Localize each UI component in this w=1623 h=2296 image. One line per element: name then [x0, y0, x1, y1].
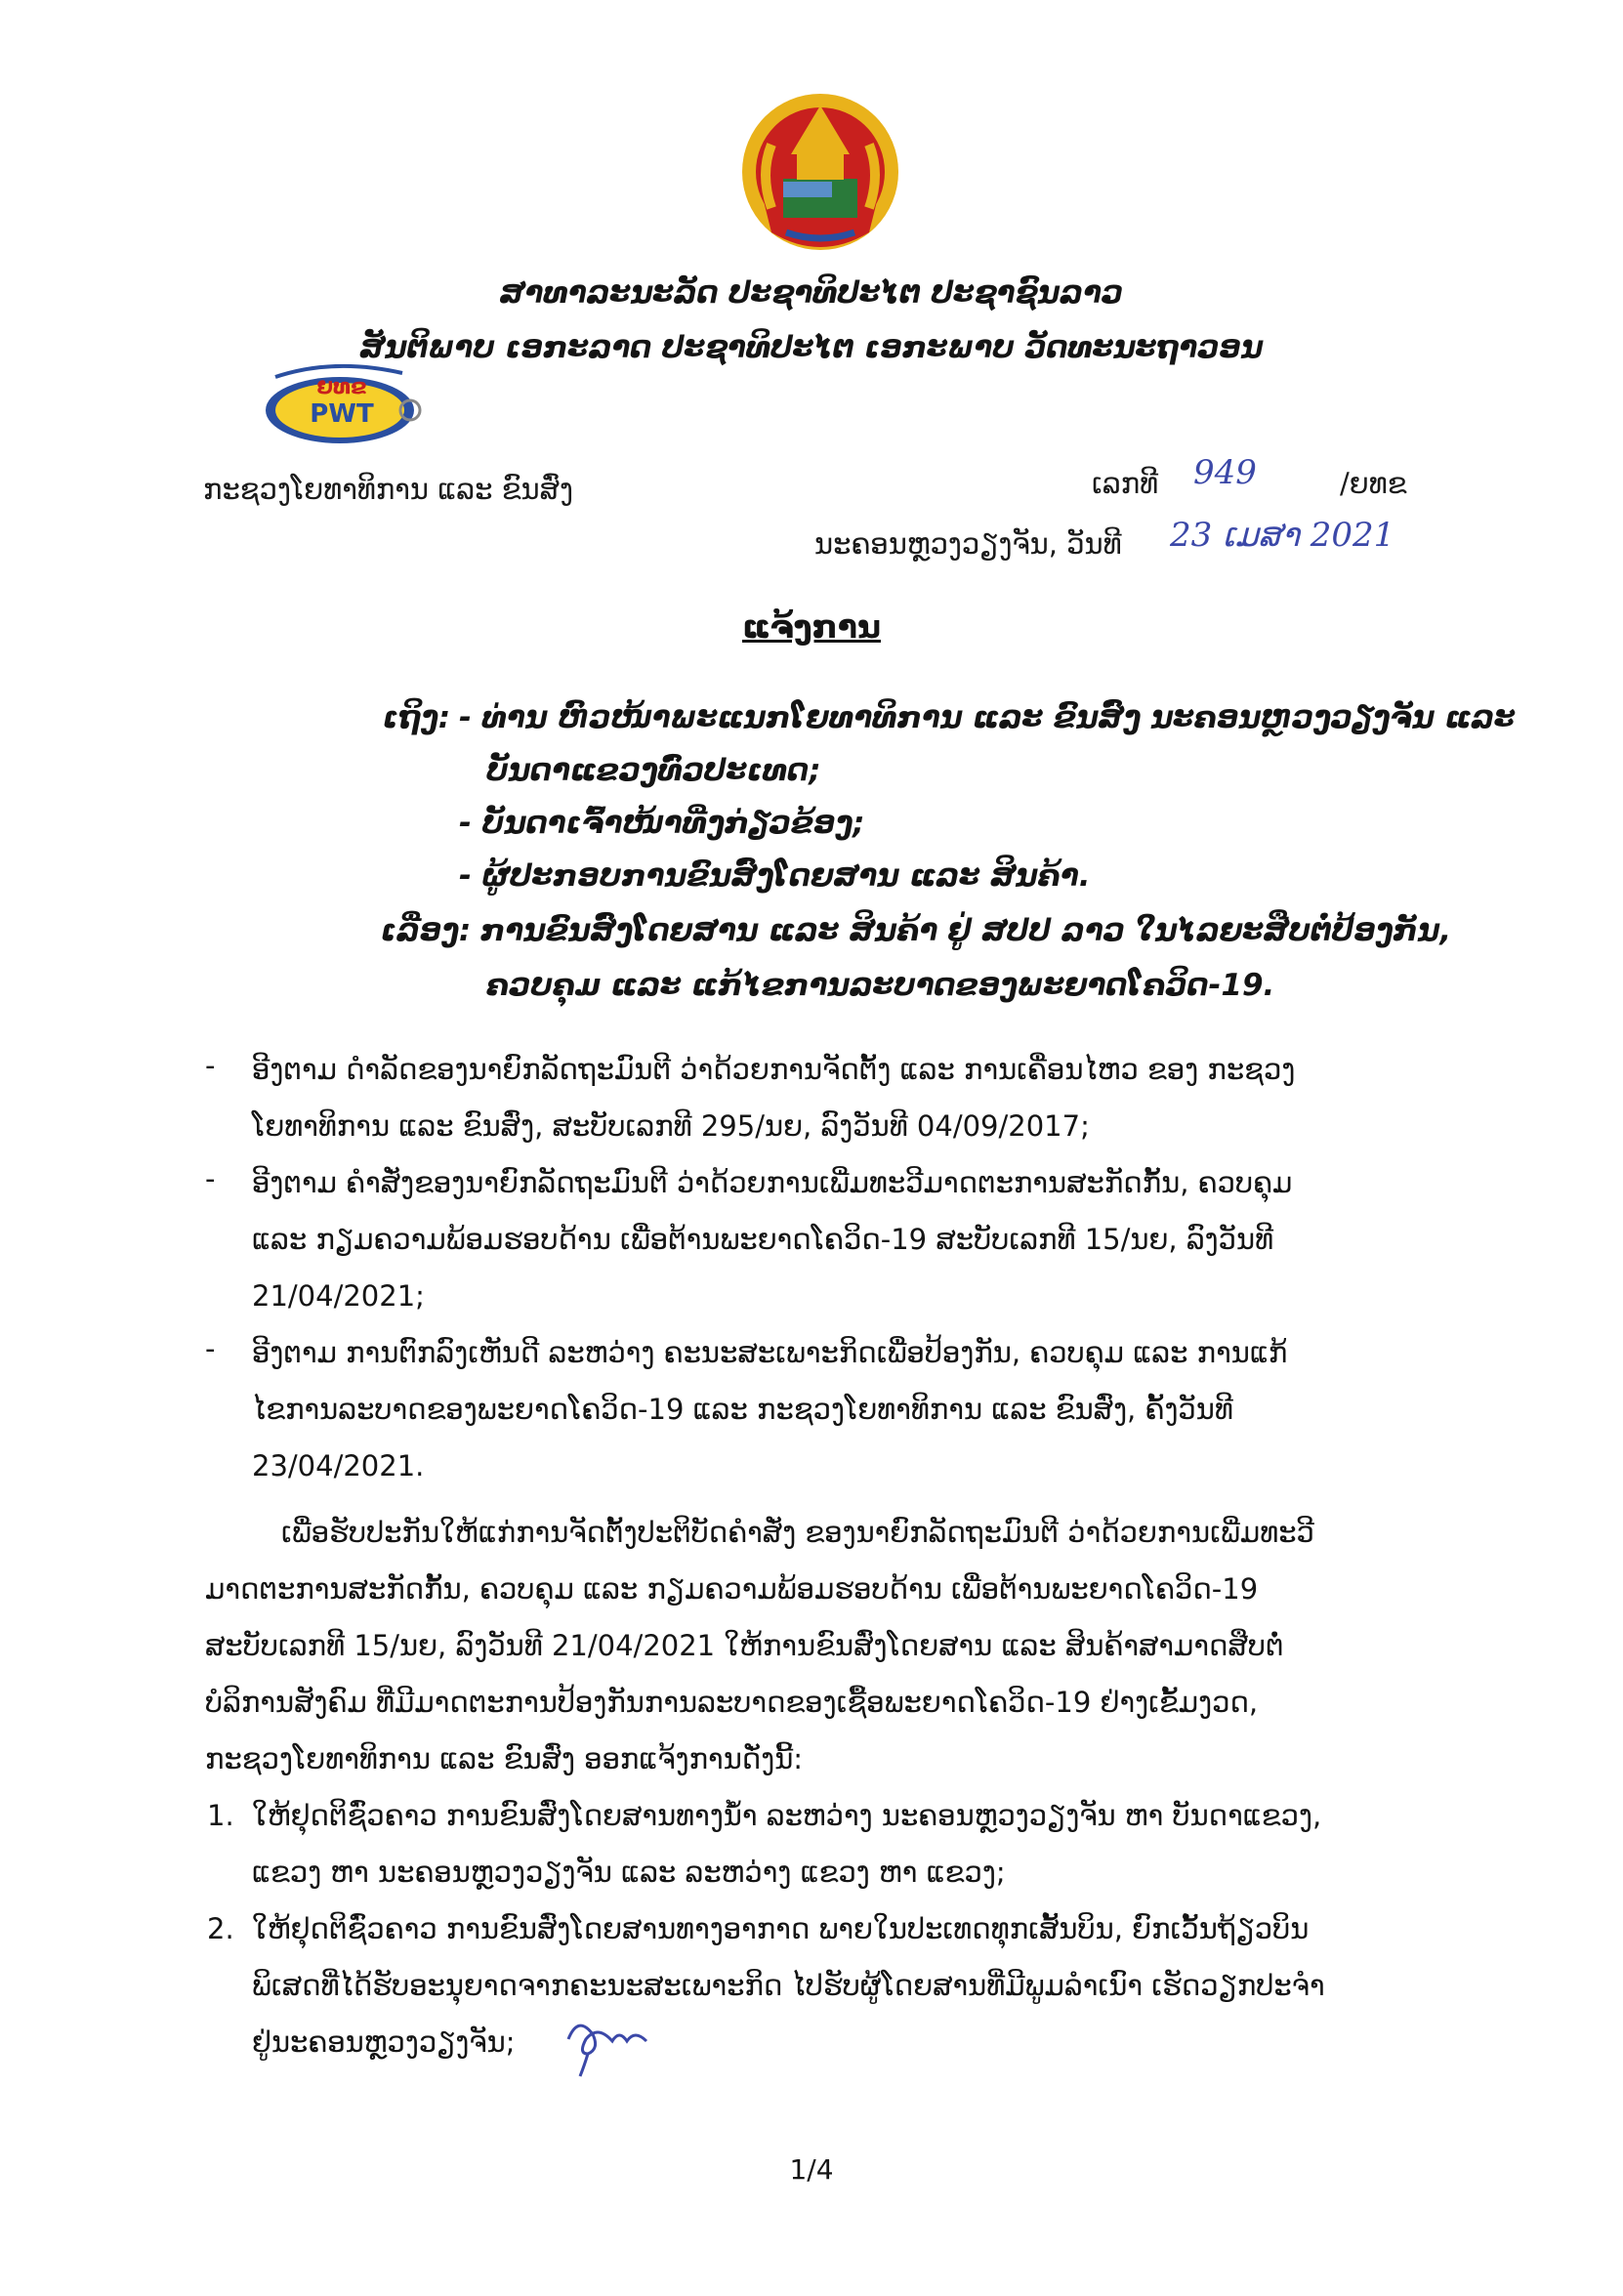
doc-number-label: ເລກທີ [1092, 467, 1159, 500]
date-value: 23 ເມສາ 2021 [1170, 516, 1395, 555]
header-line-2: ສັນຕິພາບ ເອກະລາດ ປະຊາທິປະໄຕ ເອກະພາບ ວັດທະນະຖາວອນ [359, 330, 1264, 365]
recipient-line-4: - ຜູ້ປະກອບການຂົນສົ່ງໂດຍສານ ແລະ ສິນຄ້າ. [459, 858, 1091, 894]
intro-line: ມາດຕະການສະກັດກັ້ນ, ຄວບຄຸມ ແລະ ກຽມຄວາມພ້ອມຮອບດ້ານ ເພື່ອຕ້ານພະຍາດໂຄວິດ-19 [205, 1572, 1259, 1606]
recipient-line-2: ບັນດາແຂວງທົ່ວປະເທດ; [486, 753, 821, 788]
intro-line: ເພື່ອຮັບປະກັນໃຫ້ແກ່ການຈັດຕັ້ງປະຕິບັດຄໍາສັ່ງ ຂອງນາຍົກລັດຖະມົນຕີ ວ່າດ້ວຍການເພີ່ມທະວີ [281, 1516, 1314, 1549]
reference-dash: - [205, 1332, 216, 1365]
numbered-line: ພິເສດທີ່ໄດ້ຮັບອະນຸຍາດຈາກຄະນະສະເພາະກິດ ໄປຮັບຜູ້ໂດຍສານທີ່ມີພູມລໍາເນົາ ເຮັດວຽກປະຈໍາ [252, 1969, 1325, 2002]
doc-number-value: 949 [1193, 453, 1257, 492]
subject-line-2: ຄວບຄຸມ ແລະ ແກ້ໄຂການລະບາດຂອງພະຍາດໂຄວິດ-19. [486, 968, 1275, 1003]
reference-line: ອີງຕາມ ດໍາລັດຂອງນາຍົກລັດຖະມົນຕີ ວ່າດ້ວຍການຈັດຕັ້ງ ແລະ ການເຄື່ອນໄຫວ ຂອງ ກະຊວງ [252, 1053, 1296, 1086]
ministry-logo [256, 363, 424, 451]
subject-label: ເລື່ອງ: [381, 913, 472, 948]
reference-line: ແລະ ກຽມຄວາມພ້ອມຮອບດ້ານ ເພື່ອຕ້ານພະຍາດໂຄວິດ-19 ສະບັບເລກທີ 15/ນຍ, ລົງວັນທີ [252, 1223, 1274, 1256]
reference-dash: - [205, 1049, 216, 1082]
numbered-line: ຢູ່ນະຄອນຫຼວງວຽງຈັນ; [252, 2025, 516, 2059]
recipient-line-1: - ທ່ານ ຫົວໜ້າພະແນກໂຍທາທິການ ແລະ ຂົນສົ່ງ ນະຄອນຫຼວງວຽງຈັນ ແລະ [459, 700, 1516, 735]
reference-line: ໄຂການລະບາດຂອງພະຍາດໂຄວິດ-19 ແລະ ກະຊວງໂຍທາທິການ ແລະ ຂົນສົ່ງ, ຄັ້ງວັນທີ [252, 1393, 1233, 1426]
numbered-index: 1. [207, 1799, 234, 1832]
doc-number-suffix: /ຍທຂ [1340, 467, 1407, 500]
reference-line: ອີງຕາມ ການຕົກລົງເຫັນດີ ລະຫວ່າງ ຄະນະສະເພາະກິດເພື່ອປ້ອງກັນ, ຄວບຄຸມ ແລະ ການແກ້ [252, 1336, 1288, 1369]
logo-text-bottom: PWT [310, 399, 374, 429]
intro-line: ສະບັບເລກທີ 15/ນຍ, ລົງວັນທີ 21/04/2021 ໃຫ້ການຂົນສົ່ງໂດຍສານ ແລະ ສິນຄ້າສາມາດສືບຕໍ່ [205, 1629, 1284, 1662]
intro-line: ບໍລິການສັງຄົມ ທີ່ມີມາດຕະການປ້ອງກັນການລະບາດຂອງເຊື້ອພະຍາດໂຄວິດ-19 ຢ່າງເຂັ້ມງວດ, [205, 1686, 1259, 1719]
header-line-1: ສາທາລະນະລັດ ປະຊາທິປະໄຕ ປະຊາຊົນລາວ [499, 275, 1124, 311]
recipients-label: ເຖິງ: [383, 700, 451, 735]
intro-paragraph [205, 1504, 1432, 1787]
date-label: ນະຄອນຫຼວງວຽງຈັນ, ວັນທີ [814, 527, 1122, 561]
numbered-item [252, 1787, 1432, 1900]
reference-dash: - [205, 1162, 216, 1195]
page-number: 1/4 [789, 2153, 834, 2186]
subject-line-1: ການຂົນສົ່ງໂດຍສານ ແລະ ສິນຄ້າ ຢູ່ ສປປ ລາວ ໃນໄລຍະສືບຕໍ່ປ້ອງກັນ, [480, 913, 1452, 948]
reference-item [252, 1041, 1432, 1154]
numbered-index: 2. [207, 1912, 234, 1945]
intro-line: ກະຊວງໂຍທາທິການ ແລະ ຂົນສົ່ງ ອອກແຈ້ງການດັ່ງນີ້: [205, 1742, 804, 1775]
reference-line: 21/04/2021; [252, 1279, 425, 1313]
numbered-line: ໃຫ້ຢຸດຕິຊົ່ວຄາວ ການຂົນສົ່ງໂດຍສານທາງອາກາດ ພາຍໃນປະເທດທຸກເສັ້ນບິນ, ຍົກເວັ້ນຖ້ຽວບິນ [252, 1912, 1310, 1945]
logo-text-top: ຍທຂ [316, 375, 367, 399]
reference-line: ອີງຕາມ ຄໍາສັ່ງຂອງນາຍົກລັດຖະມົນຕີ ວ່າດ້ວຍການເພີ່ມທະວີມາດຕະການສະກັດກັ້ນ, ຄວບຄຸມ [252, 1166, 1293, 1199]
reference-line: 23/04/2021. [252, 1449, 425, 1482]
reference-item [252, 1154, 1432, 1324]
numbered-line: ໃຫ້ຢຸດຕິຊົ່ວຄາວ ການຂົນສົ່ງໂດຍສານທາງນໍ້າ ລະຫວ່າງ ນະຄອນຫຼວງວຽງຈັນ ຫາ ບັນດາແຂວງ, [252, 1799, 1322, 1832]
initials-signature-mark [559, 2010, 656, 2078]
document-title: ແຈ້ງການ [742, 607, 881, 646]
reference-item [252, 1324, 1432, 1494]
ministry-name: ກະຊວງໂຍທາທິການ ແລະ ຂົນສົ່ງ [203, 473, 573, 506]
recipient-line-3: - ບັນດາເຈົ້າໜ້າທີ່ງກ່ຽວຂ້ອງ; [459, 806, 865, 841]
national-emblem [732, 86, 908, 257]
numbered-line: ແຂວງ ຫາ ນະຄອນຫຼວງວຽງຈັນ ແລະ ລະຫວ່າງ ແຂວງ ຫາ ແຂວງ; [252, 1856, 1006, 1889]
reference-line: ໂຍທາທິການ ແລະ ຂົນສົ່ງ, ສະບັບເລກທີ 295/ນຍ, ລົງວັນທີ 04/09/2017; [252, 1109, 1090, 1143]
numbered-item [252, 1900, 1432, 2070]
